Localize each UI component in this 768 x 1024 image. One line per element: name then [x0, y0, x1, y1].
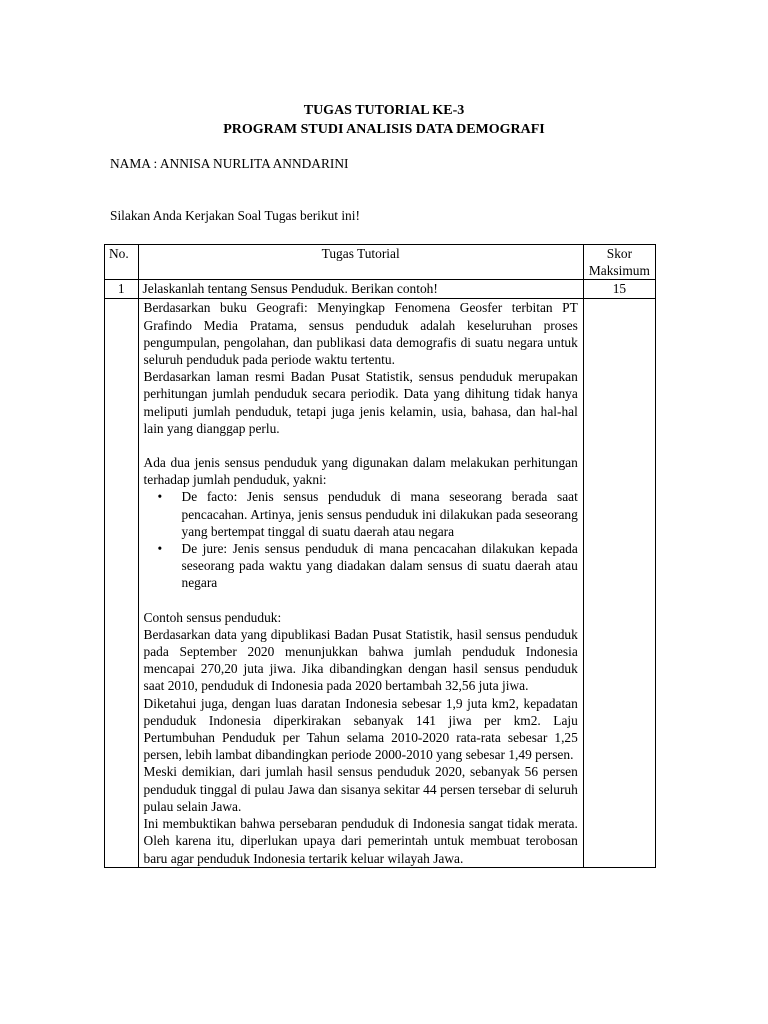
- paragraph-gap: [144, 592, 578, 609]
- list-item: [157, 540, 578, 592]
- header-tugas: Tugas Tutorial: [138, 245, 583, 280]
- answer-no-cell: [105, 299, 139, 867]
- answer-score-cell: [583, 299, 655, 867]
- document-title: TUGAS TUTORIAL KE-3: [303, 103, 465, 118]
- paragraph-gap: [144, 437, 578, 454]
- bullet-icon: •: [157, 489, 163, 505]
- question-score: 15: [583, 280, 655, 299]
- header-skor-line1: Skor: [606, 246, 633, 261]
- list-item-text: De jure: Jenis sensus penduduk di mana pencacahan dilakukan kepada seseorang pada waktu yang diadakan dalam sensus di suatu daerah atau negara: [181, 541, 578, 591]
- assignment-table: [104, 244, 656, 868]
- table-header-row: [105, 245, 656, 280]
- header-skor: [583, 245, 655, 280]
- header-skor-line2: Maksimum: [588, 263, 650, 279]
- question-number: 1: [105, 280, 139, 299]
- bullet-icon: •: [157, 541, 163, 557]
- answer-paragraph: Meski demikian, dari jumlah hasil sensus penduduk 2020, sebanyak 56 persen penduduk tinggal di pulau Jawa dan sisanya sekitar 44 persen tersebar di seluruh pulau selain Jawa.: [143, 764, 578, 814]
- document-subtitle: PROGRAM STUDI ANALISIS DATA DEMOGRAFI: [223, 122, 545, 137]
- student-name: NAMA : ANNISA NURLITA ANNDARINI: [110, 156, 349, 171]
- header-no: No.: [105, 245, 139, 280]
- answer-paragraph: Ada dua jenis sensus penduduk yang digunakan dalam melakukan perhitungan terhadap jumlah penduduk, yakni:: [143, 455, 578, 488]
- question-text: Jelaskanlah tentang Sensus Penduduk. Berikan contoh!: [138, 280, 583, 299]
- answer-paragraph: Berdasarkan laman resmi Badan Pusat Statistik, sensus penduduk merupakan perhitungan jumlah penduduk secara periodik. Data yang dihitung tidak hanya meliputi jumlah penduduk, tetapi juga jenis kelamin, usia, bahasa, dan hal-hal lain yang dianggap perlu.: [143, 369, 578, 436]
- table-row: [105, 280, 656, 299]
- answer-paragraph: Berdasarkan data yang dipublikasi Badan Pusat Statistik, hasil sensus penduduk pada September 2020 menunjukkan bahwa jumlah penduduk Indonesia mencapai 270,20 juta jiwa. Jika dibandingkan dengan hasil sensus penduduk saat 2010, penduduk di Indonesia pada 2020 bertambah 32,56 juta jiwa.: [143, 626, 578, 694]
- example-heading: Contoh sensus penduduk:: [143, 609, 282, 625]
- answer-paragraph: Berdasarkan buku Geografi: Menyingkap Fenomena Geosfer terbitan PT Grafindo Media Pratama, sensus penduduk adalah keseluruhan proses pengumpulan, pengolahan, dan publikasi data demografis di suatu negara untuk seluruh penduduk pada periode waktu tertentu.: [143, 300, 578, 368]
- answer-paragraph: Diketahui juga, dengan luas daratan Indonesia sebesar 1,9 juta km2, kepadatan penduduk Indonesia diperkirakan sebanyak 141 jiwa per km2. Laju Pertumbuhan Penduduk per Tahun selama 2010-2020 rata-rata sebesar 1,25 persen, lebih lambat dibandingkan periode 2000-2010 yang sebesar 1,49 persen.: [143, 695, 578, 763]
- list-item-text: De facto: Jenis sensus penduduk di mana seseorang berada saat pencacahan. Artinya, jenis sensus penduduk ini dilakukan pada seseorang yang bertempat tinggal di suatu daerah atau negara: [181, 489, 578, 539]
- answer-row: [105, 299, 656, 867]
- answer-paragraph: Ini membuktikan bahwa persebaran penduduk di Indonesia sangat tidak merata. Oleh karena itu, diperlukan upaya dari pemerintah untuk membuat terobosan baru agar penduduk Indonesia tertarik keluar wilayah Jawa.: [143, 816, 578, 866]
- census-types-list: [144, 488, 578, 591]
- list-item: [157, 488, 578, 540]
- instruction-text: Silakan Anda Kerjakan Soal Tugas berikut ini!: [110, 208, 360, 223]
- answer-cell: [138, 299, 583, 867]
